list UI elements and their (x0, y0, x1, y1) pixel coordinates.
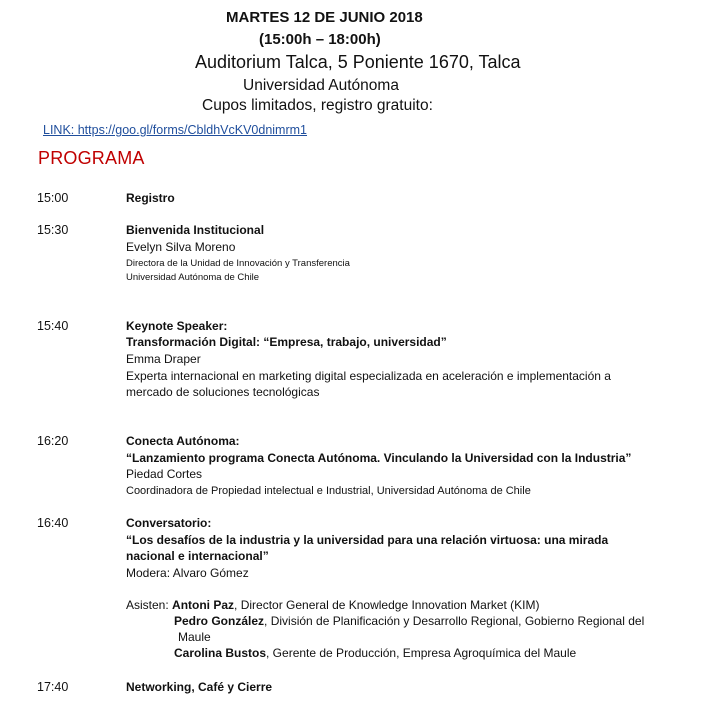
item-speaker-piedad: Piedad Cortes (126, 467, 203, 481)
item-role-evelyn-2: Universidad Autónoma de Chile (126, 272, 260, 283)
item-title-conversatorio: Conversatorio: (126, 516, 212, 530)
panelist-name-pedro: Pedro González (174, 614, 265, 628)
item-title-conecta: Conecta Autónoma: (126, 434, 240, 448)
item-title-keynote: Keynote Speaker: (126, 319, 228, 333)
item-subtitle-conversatorio-1: “Los desafíos de la industria y la universidad para una relación virtuosa: una mirada (126, 533, 609, 547)
item-role-evelyn-1: Directora de la Unidad de Innovación y Transferencia (126, 258, 350, 269)
panelist-role-pedro: , División de Planificación y Desarrollo Regional, Gobierno Regional del (264, 614, 645, 628)
event-hours: (15:00h – 18:00h) (259, 31, 381, 48)
item-desc-emma-1: Experta internacional en marketing digital especializada en aceleración e implementación a (126, 369, 611, 383)
item-speaker-emma: Emma Draper (126, 352, 201, 366)
event-venue: Auditorium Talca, 5 Poniente 1670, Talca (195, 52, 521, 72)
registration-link[interactable]: LINK: https://goo.gl/forms/CbldhVcKV0dnimrm1 (43, 123, 308, 137)
panelist-role-carolina: , Gerente de Producción, Empresa Agroquímica del Maule (266, 646, 577, 660)
item-speaker-evelyn: Evelyn Silva Moreno (126, 240, 236, 254)
item-desc-emma-2: mercado de soluciones tecnológicas (126, 385, 320, 399)
panelist-line-2-cont: Maule (178, 630, 211, 644)
panelist-name-carolina: Carolina Bustos (174, 646, 267, 660)
programa-title: PROGRAMA (38, 148, 145, 168)
item-title-networking: Networking, Café y Cierre (126, 680, 273, 694)
item-title-bienvenida: Bienvenida Institucional (126, 223, 265, 237)
item-subtitle-keynote: Transformación Digital: “Empresa, trabajo, universidad” (126, 335, 447, 349)
item-moderator: Modera: Alvaro Gómez (126, 566, 249, 580)
event-university: Universidad Autónoma (243, 77, 399, 94)
item-time-1500: 15:00 (37, 191, 69, 205)
item-time-1620: 16:20 (37, 434, 69, 448)
item-time-1740: 17:40 (37, 680, 69, 694)
item-time-1530: 15:30 (37, 223, 69, 237)
panelist-line-3 (174, 646, 576, 660)
panelist-line-1 (126, 598, 540, 612)
item-role-piedad: Coordinadora de Propiedad intelectual e Industrial, Universidad Autónoma de Chile (126, 485, 531, 497)
event-date: MARTES 12 DE JUNIO 2018 (226, 9, 423, 26)
item-subtitle-conecta: “Lanzamiento programa Conecta Autónoma. Vinculando la Universidad con la Industria” (126, 451, 632, 465)
item-time-1640: 16:40 (37, 516, 69, 530)
item-time-1540: 15:40 (37, 319, 69, 333)
panelist-role-antoni: , Director General de Knowledge Innovation Market (KIM) (234, 598, 540, 612)
event-seats: Cupos limitados, registro gratuito: (202, 97, 433, 114)
panelist-line-2 (174, 614, 644, 628)
item-subtitle-conversatorio-2: nacional e internacional” (126, 549, 269, 563)
asisten-label: Asisten: (126, 598, 173, 612)
item-title-registro: Registro (126, 191, 175, 205)
panelist-name-antoni: Antoni Paz (172, 598, 235, 612)
